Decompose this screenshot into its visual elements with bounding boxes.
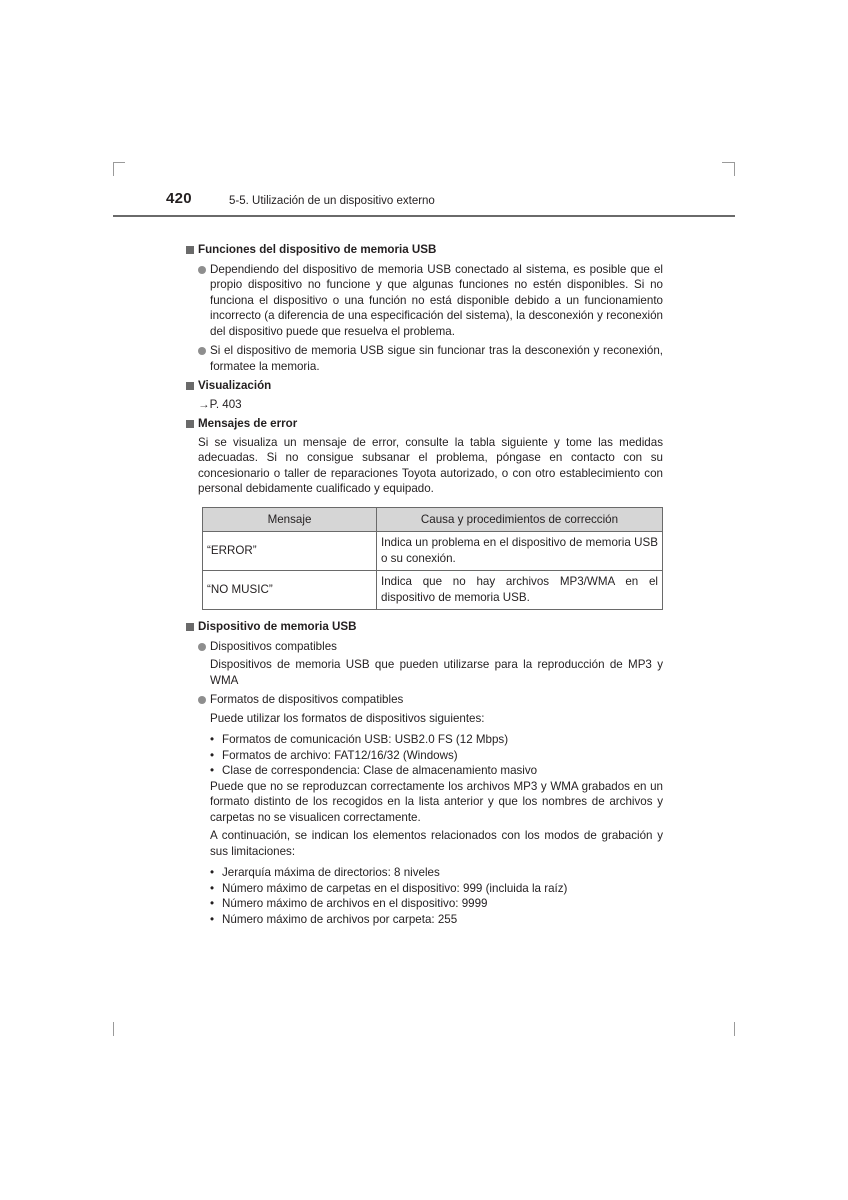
table-header-cell: Causa y procedimientos de corrección <box>377 507 663 532</box>
square-bullet-icon <box>186 623 194 631</box>
page-content <box>186 238 663 927</box>
crop-mark-top-right-v <box>734 162 735 176</box>
list-item: Dependiendo del dispositivo de memoria USB conectado al sistema, es posible que el propio dispositivo no funcione y que algunas funciones no estén disponibles. Si no funciona el dispositivo o una función no está disponible debido a un funcionamiento incorrecto (a diferencia de una especificación del sistema), la desconexión y reconexión del dispositivo puede que resuelva el problema. <box>186 262 663 340</box>
crop-mark-top-left-h <box>113 162 125 163</box>
page-number: 420 <box>166 190 192 207</box>
crop-mark-top-left-v <box>113 162 114 176</box>
list-item: Formatos de dispositivos compatibles <box>186 692 663 708</box>
table-cell: Indica un problema en el dispositivo de memoria USB o su conexión. <box>377 532 663 571</box>
limits-intro: A continuación, se indican los elementos relacionados con los modos de grabación y sus limitaciones: <box>210 829 663 858</box>
section-title: 5-5. Utilización de un dispositivo externo <box>229 195 435 207</box>
crop-mark-top-right-h <box>722 162 734 163</box>
crop-mark-bottom-right <box>734 1022 735 1036</box>
heading-display: Visualización <box>186 378 663 394</box>
error-intro-text: Si se visualiza un mensaje de error, consulte la tabla siguiente y tome las medidas adecuadas. Si no consigue subsanar el problema, póngase en contacto con su concesionario o taller de reparaciones Toyota autorizado, o con otro establecimiento con personal debidamente cualificado y equipado. <box>198 435 663 495</box>
heading-usb-device: Dispositivo de memoria USB <box>186 619 663 635</box>
list-item: Dispositivos compatibles <box>186 639 663 655</box>
table-cell: “NO MUSIC” <box>203 571 377 610</box>
formats-note: Puede que no se reproduzcan correctamente los archivos MP3 y WMA grabados en un formato distinto de los recogidos en la lista anterior y que los nombres de archivos y carpetas no se visualicen correctamente. <box>210 779 663 824</box>
table-row <box>203 571 663 610</box>
square-bullet-icon <box>186 246 194 254</box>
limits-list-item: • Número máximo de archivos por carpeta: 255 <box>186 912 663 928</box>
heading-error-messages: Mensajes de error <box>186 416 663 432</box>
square-bullet-icon <box>186 382 194 390</box>
page-reference: →P. 403 <box>198 397 242 411</box>
circle-bullet-icon <box>198 266 206 274</box>
formats-list-item: • Formatos de archivo: FAT12/16/32 (Windows) <box>186 748 663 764</box>
table-cell: “ERROR” <box>203 532 377 571</box>
error-table <box>202 507 663 611</box>
table-row <box>203 532 663 571</box>
square-bullet-icon <box>186 420 194 428</box>
limits-list-item: • Número máximo de archivos en el dispositivo: 9999 <box>186 896 663 912</box>
compatible-text: Dispositivos de memoria USB que pueden utilizarse para la reproducción de MP3 y WMA <box>210 658 663 687</box>
heading-usb-functions: Funciones del dispositivo de memoria USB <box>186 242 663 258</box>
header-divider <box>113 215 735 217</box>
table-cell: Indica que no hay archivos MP3/WMA en el dispositivo de memoria USB. <box>377 571 663 610</box>
table-header-cell: Mensaje <box>203 507 377 532</box>
circle-bullet-icon <box>198 696 206 704</box>
limits-list-item: • Jerarquía máxima de directorios: 8 niveles <box>186 865 663 881</box>
limits-list-item: • Número máximo de carpetas en el dispositivo: 999 (incluida la raíz) <box>186 881 663 897</box>
circle-bullet-icon <box>198 643 206 651</box>
crop-mark-bottom-left <box>113 1022 114 1036</box>
formats-list-item: • Clase de correspondencia: Clase de almacenamiento masivo <box>186 763 663 779</box>
formats-intro: Puede utilizar los formatos de dispositivos siguientes: <box>210 711 485 725</box>
circle-bullet-icon <box>198 347 206 355</box>
list-item: Si el dispositivo de memoria USB sigue sin funcionar tras la desconexión y reconexión, formatee la memoria. <box>186 343 663 374</box>
formats-list-item: • Formatos de comunicación USB: USB2.0 FS (12 Mbps) <box>186 732 663 748</box>
table-header-row <box>203 507 663 532</box>
